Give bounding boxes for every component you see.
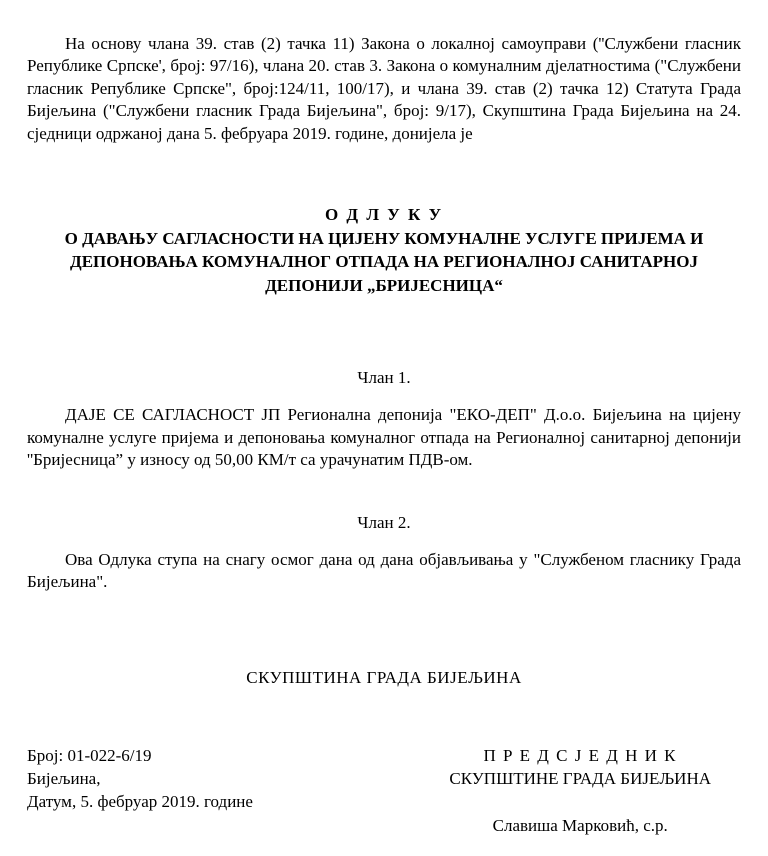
decision-title-line-3: ДЕПОНОВАЊА КОМУНАЛНОГ ОТПАДА НА РЕГИОНАЛНОЈ САНИТАРНОЈ (70, 252, 698, 272)
article-2-heading: Члан 2. (357, 512, 411, 532)
president-signature: Славиша Марковић, с.р. (492, 815, 668, 835)
article-1-heading: Члан 1. (357, 368, 411, 388)
document-date: Датум, 5. фебруар 2019. године (27, 791, 253, 811)
assembly-name: СКУПШТИНА ГРАДА БИЈЕЉИНА (246, 667, 522, 687)
intro-paragraph: На основу члана 39. став (2) тачка 11) Закона о локалној самоуправи (''Службени гласник Републике Српске', број: 97/16), члана 20. став 3. Закона о комуналним дјелатностима ("Службени гласник Републике Српске", број:124/11, 100/17), и члана 39. став (2) тачка 12) Статута Града Бијељина ("Службени гласник Града Бијељина", број: 9/17), Скупштина Града Бијељина на 24. сједници одржаној дана 5. фебруара 2019. године, донијела је (27, 34, 741, 143)
document-number: Број: 01-022-6/19 (27, 745, 152, 765)
decision-title-line-4: ДЕПОНИЈИ „БРИЈЕСНИЦА“ (265, 275, 503, 295)
footer-left-block (27, 744, 253, 813)
document-footer (27, 744, 741, 837)
article-2-text: Ова Одлука ступа на снагу осмог дана од дана објављивања у "Службеном гласнику Града Бијељина". (27, 550, 741, 592)
president-title: П Р Е Д С Ј Е Д Н И К (483, 745, 677, 765)
decision-title-word: О Д Л У К У (324, 205, 444, 225)
document-city: Бијељина, (27, 768, 101, 788)
decision-title-line-2: О ДАВАЊУ САГЛАСНОСТИ НА ЦИЈЕНУ КОМУНАЛНЕ УСЛУГЕ ПРИЈЕМА И (64, 228, 704, 248)
president-assembly: СКУПШТИНЕ ГРАДА БИЈЕЉИНА (449, 768, 711, 788)
article-1-text: ДАЈЕ СЕ САГЛАСНОСТ ЈП Регионална депонија "ЕКО-ДЕП" Д.о.о. Бијељина на цијену комуналне услуге пријема и депоновања комуналног отпада на Регионалној санитарној депонији ''Бријесница” у износу од 50,00 КМ/т са урачунатим ПДВ-ом. (27, 405, 741, 470)
footer-right-block (449, 744, 711, 837)
decision-title-block (27, 203, 741, 297)
